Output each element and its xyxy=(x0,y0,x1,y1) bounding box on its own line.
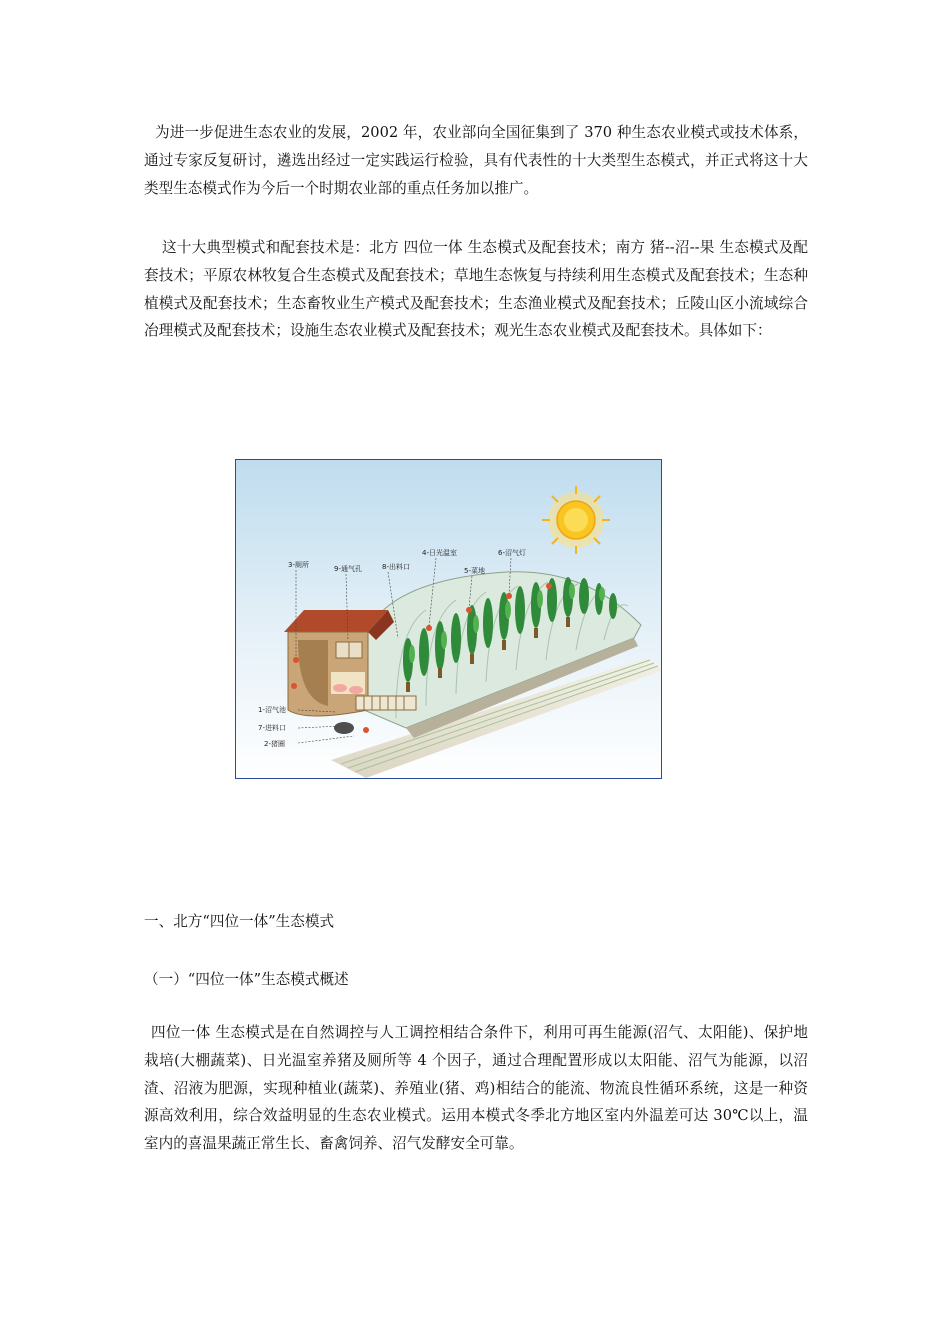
subsection-heading: （一）“四位一体”生态模式概述 xyxy=(144,971,349,988)
label-solar-greenhouse: 4-日光温室 xyxy=(422,549,457,557)
label-vegetable-plot: 5-菜地 xyxy=(464,567,485,575)
label-vent-hole: 9-通气孔 xyxy=(334,565,362,573)
label-biogas-digester: 1-沼气池 xyxy=(258,706,286,714)
intro-paragraph: 为进一步促进生态农业的发展，2002 年，农业部向全国征集到了 370 种生态农业模式或技术体系，通过专家反复研讨，遴选出经过一定实践运行检验，具有代表性的十大类型生态模式，并正式将这十大类型生态模式作为今后一个时期农业部的重点任务加以推广。 xyxy=(144,124,808,197)
label-pigpen: 2-猪圈 xyxy=(264,740,285,748)
section-heading: 一、北方“四位一体”生态模式 xyxy=(144,913,335,930)
label-outlet: 8-出料口 xyxy=(382,563,410,571)
sun-icon xyxy=(542,486,610,554)
label-inlet: 7-进料口 xyxy=(258,724,286,732)
overview-paragraph: 四位一体 生态模式是在自然调控与人工调控相结合条件下，利用可再生能源(沼气、太阳能)、保护地栽培(大棚蔬菜)、日光温室养猪及厕所等 4 个因子，通过合理配置形成以太阳能、沼气为能源，以沼渣、沼液为肥源，实现种植业(蔬菜)、养殖业(猪、鸡)相结合的能流、物流良性循环系统，这是一种资源高效利用，综合效益明显的生态农业模式。运用本模式冬季北方地区室内外温差可达 30℃以上，温室内的喜温果蔬正常生长、畜禽饲养、沼气发酵安全可靠。 xyxy=(144,1024,808,1153)
label-toilet: 3-厕所 xyxy=(288,561,309,569)
models-paragraph: 这十大典型模式和配套技术是：北方 四位一体 生态模式及配套技术；南方 猪--沼--果 生态模式及配套技术；平原农林牧复合生态模式及配套技术；草地生态恢复与持续利用生态模式及配套技术；生态种植模式及配套技术；生态畜牧业生产模式及配套技术；生态渔业模式及配套技术；丘陵山区小流域综合冶理模式及配套技术；设施生态农业模式及配套技术；观光生态农业模式及配套技术。具体如下： xyxy=(144,239,808,340)
label-biogas-lamp: 6-沼气灯 xyxy=(498,549,526,557)
four-in-one-greenhouse-diagram xyxy=(235,459,662,779)
